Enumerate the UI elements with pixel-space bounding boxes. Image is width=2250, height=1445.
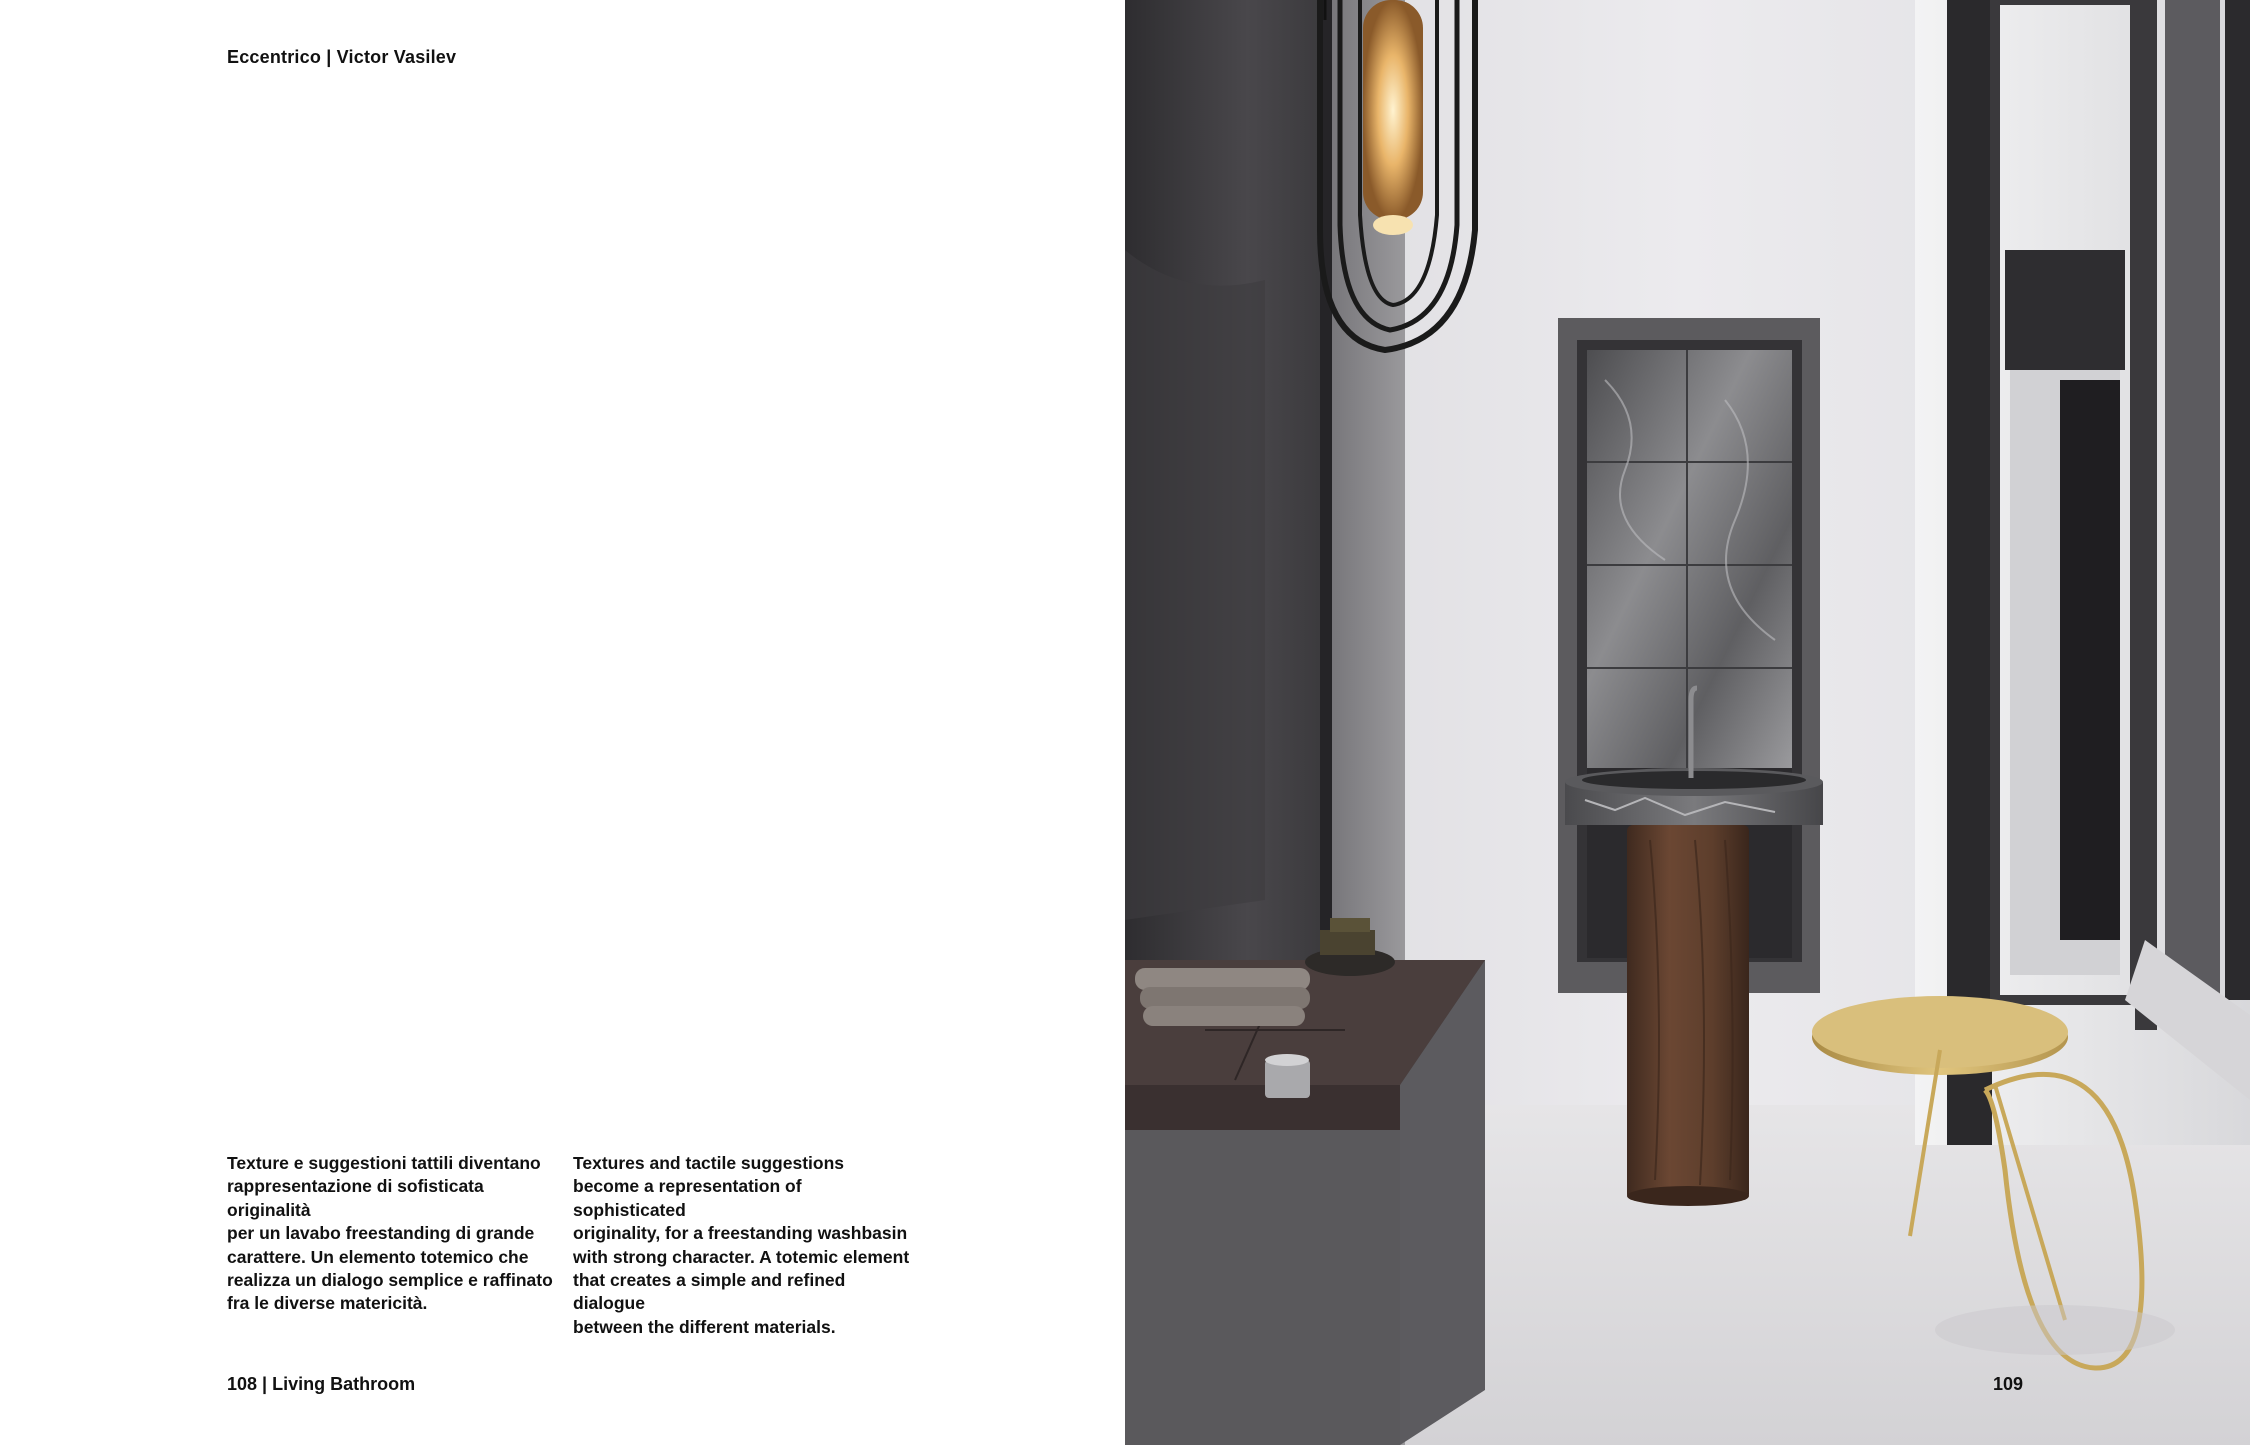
english-paragraph: Textures and tactile suggestions become a representation of sophisticated originality, for a freestanding washbasin with strong character. A totemic element that creates a simple and refined dialogue between the different materials. [573, 1153, 910, 1337]
folded-towels [1135, 968, 1310, 1026]
page-number-left: 108 | Living Bathroom [227, 1374, 416, 1394]
bathroom-interior-photo [1125, 0, 2250, 1445]
italian-paragraph: Texture e suggestioni tattili diventano rappresentazione di sofisticata originalità per un lavabo freestanding di grande carattere. Un elemento totemico che realizza un dialogo semplice e raffinato fra le diverse matericità. [227, 1153, 553, 1314]
window-wall [1915, 0, 2250, 1145]
body-text-italian [227, 1152, 572, 1316]
page-number-right: 109 [1993, 1374, 2024, 1394]
running-head: Eccentrico | Victor Vasilev [227, 47, 457, 67]
metal-container [1265, 1054, 1310, 1098]
body-text-english [573, 1152, 918, 1339]
marble-counter [1125, 960, 1485, 1445]
right-page [1125, 0, 2250, 1445]
